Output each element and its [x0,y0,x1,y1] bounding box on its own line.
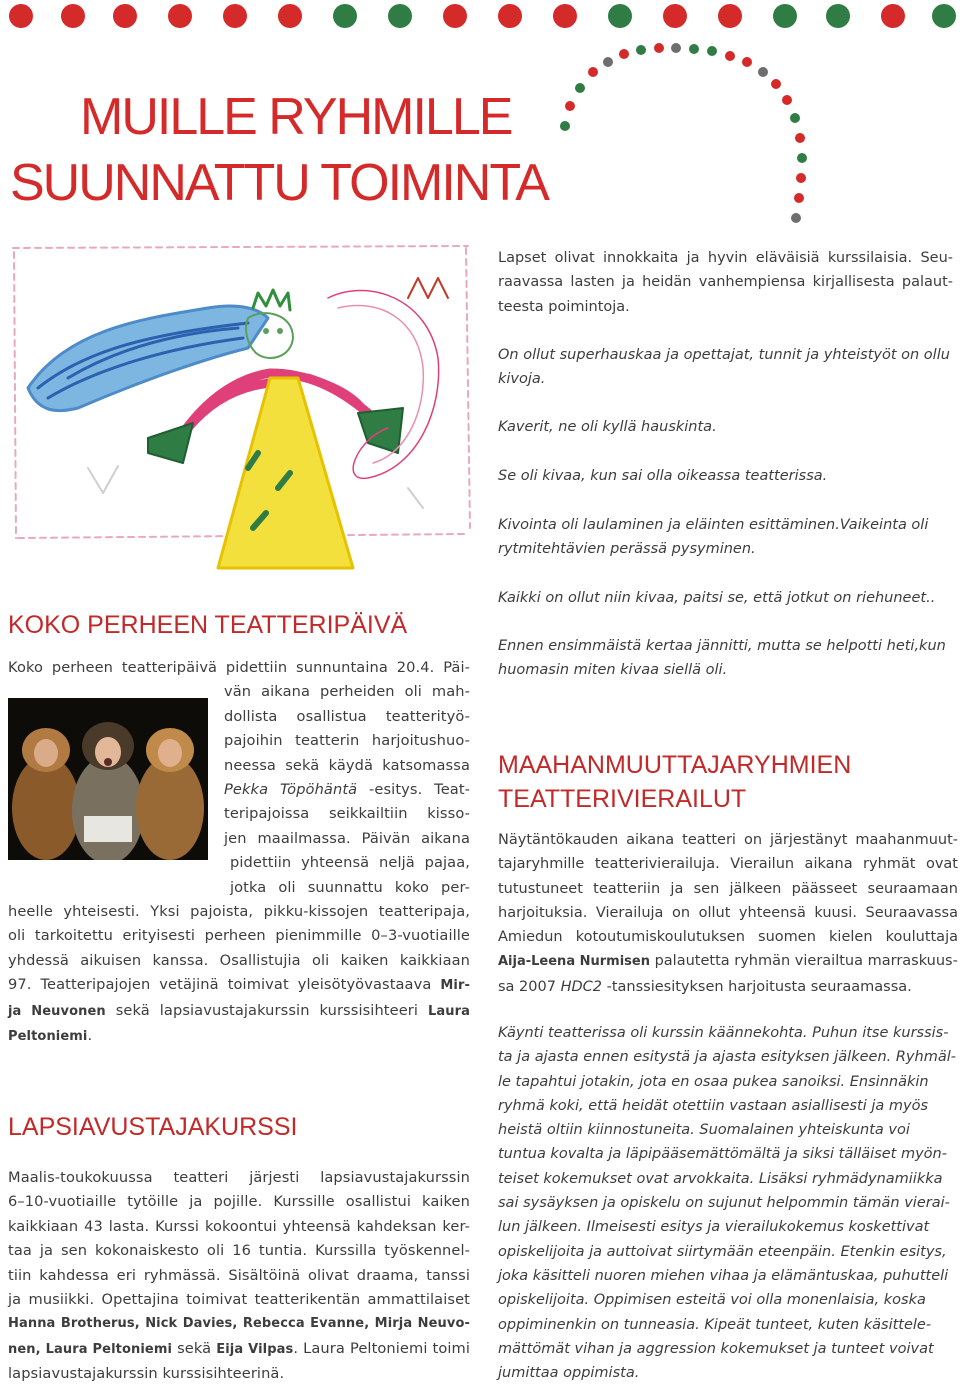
text-line: teesta poimintoja. [498,298,630,315]
text-line: 97. Teatteripajojen vetäjinä toimivat yleisötyövastaava Mir- [8,976,470,994]
page-title-line1: MUILLE RYHMILLE [80,88,512,146]
text-line: tutustuneet teatteriin ja sen jälkeen päässeet seuraamaan [498,880,958,897]
text-line: pidettiin yhteensä neljä pajaa, [230,854,470,872]
text-line: opiskelijoita ja auttoivat siirtymään eteenpäin. Etenkin esitys, [498,1243,947,1260]
text-line: sa 2007 HDC2 -tanssiesityksen harjoitusta seuraamassa. [498,978,912,995]
text-line: ryhmä koki, että heidät otettiin vastaan asiallisesti ja myös [498,1097,929,1114]
text-line: tiin kahdessa eri ryhmässä. Sisältöinä olivat draama, tanssi [8,1266,470,1284]
heading-line: TEATTERIVIERAILUT [498,785,747,813]
text-line: neessa sekä käydä katsomassa [224,756,470,774]
text-line: mättömät vihan ja aggression kokemukset ja tunteet voivat [498,1340,934,1357]
text-line: sai sysäyksen ja opiskelu on sujunut helpommin tämän vierai- [498,1195,950,1212]
quote-teatterissa: Se oli kivaa, kun sai olla oikeassa teatterissa. [498,468,828,484]
text-line: jumittaa oppimista. [498,1365,640,1382]
lapsiavustajakurssi-heading: LAPSIAVUSTAJAKURSSI [8,1113,298,1141]
person-name: Mir- [440,978,470,994]
text-line: Peltoniemi. [8,1027,93,1045]
top-dot-row [9,4,956,28]
person-name: Laura [428,1003,470,1019]
maahanmuuttaja-heading [498,748,953,816]
text-line: Aija-Leena Nurmisen palautetta ryhmän vierailtua marraskuus- [498,953,958,970]
text-line: Maalis-toukokuussa teatteri järjesti lapsiavustajakurssin [8,1169,470,1186]
text-line: dollista osallistua teatterityö- [224,707,470,725]
text-line: le tapahtui jotakin, jota en osaa pukea sanoiksi. Ensinnäkin [498,1073,929,1090]
text-line: Näytäntökauden aikana teatteri on järjestänyt maahanmuut- [498,832,958,848]
text-line: tajaryhmille teatterivierailuja. Vierailun aikana ryhmät ovat [498,856,958,873]
text-line: taa ja sen kokonaiskesto oli 16 tuntia. Kurssilla työskennel- [8,1242,470,1260]
quote-superhauskaa [498,343,958,392]
text-line: ja musiikki. Opettajina toimivat teatterikentän ammattilaiset [8,1291,470,1309]
wrapped-text-block [224,680,470,900]
text-line: jotka oli suunnattu koko per- [230,878,470,896]
person-name: Aija-Leena Nurmisen [498,954,650,970]
text-line: heistä oltiin kiinnostuneita. Suomalainen yhteiskunta voi [498,1122,910,1139]
text-line: nen, Laura Peltoniemi sekä Eija Vilpas. Laura Peltoniemi toimi [8,1339,471,1357]
text-line: Pekka Töpöhäntä -esitys. Teat- [224,781,471,799]
lapsiavustajakurssi-paragraph [8,1166,470,1387]
text-line: oli tarkoitettu erityisesti perheen pienimmille 0–3-vuotiaille [8,927,470,945]
text-line: pajoihin teatterin harjoitushuo- [224,732,470,750]
koko-perheen-paragraph [8,656,470,1050]
maahanmuuttaja-paragraph [498,828,958,999]
text-line: yhdessä aikuisen kanssa. Osallistujia oli kaiken kaikkiaan [8,951,470,969]
page-title [10,84,630,216]
koko-perheen-heading: KOKO PERHEEN TEATTERIPÄIVÄ [8,611,408,639]
person-name: ja Neuvonen [8,1003,106,1019]
text-line: Ennen ensimmäistä kertaa jännitti, mutta se helpotti heti,kun [498,638,946,654]
text-line: opiskelijoita. Oppimisen esteitä voi olla monenlaisia, koska [498,1292,926,1309]
child-drawing-illustration [8,238,480,573]
text-line: oppiminenkin on tunneasia. Kipeät tunteet, kuten käsittele- [498,1316,932,1333]
text-line: Käynti teatterissa oli kurssin käännekohta. Puhun itse kurssis- [498,1025,949,1041]
quote-riehuneet: Kaikki on ollut niin kivaa, paitsi se, että jotkut on riehuneet.. [498,590,936,606]
heading-line: MAAHANMUUTTAJARYHMIEN [498,751,852,779]
text-line: joka käsitteli nuoren miehen vihaa ja elämäntuskaa, puhutteli [498,1267,949,1284]
text-line: Koko perheen teatteripäivä pidettiin sunnuntaina 20.4. Päi- [8,659,470,676]
text-line: Amiedun kotoutumiskoulutuksen suomen kielen kouluttaja [498,929,958,946]
performance-title: HDC2 [560,978,602,995]
text-line: teiset kokemukset ovat arvokkaita. Lisäksi ryhmädynamiikka [498,1170,943,1187]
teacher-names: Hanna Brotherus, Nick Davies, Rebecca Evanne, Mirja Neuvo- [8,1316,470,1332]
play-title: Pekka Töpöhäntä [224,781,358,799]
quote-jannitti [498,634,953,683]
text-line: raavassa lasten ja heidän vanhempiensa kirjallisesta palaut- [498,274,953,291]
text-line: kivoja. [498,371,546,388]
text-line: On ollut superhauskaa ja opettajat, tunnit ja yhteistyöt on ollu [498,347,950,363]
intro-paragraph [498,246,953,319]
text-line: jen maailmassa. Päivän aikana [224,829,470,847]
text-line: Lapset olivat innokkaita ja hyvin eläväisiä kurssilaisia. Seu- [498,250,953,266]
text-line: ta ja ajasta ennen esitystä ja ajasta esityksen jälkeen. Ryhmäl- [498,1049,956,1066]
text-line: lun jälkeen. Ilmeisesti esitys ja vierailukokemus koskettivat [498,1219,930,1236]
quote-kaverit: Kaverit, ne oli kyllä hauskinta. [498,419,717,435]
text-line: harjoituksia. Vierailuja on ollut yhteensä kuusi. Seuraavassa [498,904,958,921]
person-name: nen, Laura Peltoniemi [8,1341,173,1357]
text-line: lapsiavustajakurssin kurssisihteerinä. [8,1365,285,1383]
quote-kivointa [498,513,953,562]
text-line: rytmitehtävien perässä pysyminen. [498,541,756,558]
maahanmuuttaja-feedback-quote [498,1021,958,1385]
text-line: huomasin miten kivaa siellä oli. [498,662,728,679]
person-name: Eija Vilpas [216,1341,294,1357]
text-line: Kivointa oli laulaminen ja eläinten esittäminen.Vaikeinta oli [498,517,929,533]
text-line: heelle yhteisesti. Yksi pajoista, pikku-kissojen teatteripaja, [8,903,470,921]
text-line: teripajoissa seikkailtiin kisso- [224,805,470,823]
page-title-line2: SUUNNATTU TOIMINTA [10,154,548,212]
text-line: ja Neuvonen sekä lapsiavustajakurssin kurssisihteeri Laura [8,1001,470,1019]
text-line: vän aikana perheiden oli mah- [224,683,470,701]
text-line: kaikkiaan 43 lasta. Kurssi kokoontui yhteensä kahdeksan ker- [8,1217,470,1235]
person-name: Peltoniemi [8,1029,88,1045]
text-line: 6–10-vuotiaille tytöille ja pojille. Kurssille osallistui kaiken [8,1193,470,1211]
text-line: tuntua kovalta ja läpipääsemättömältä ja siksi tälläiset myön- [498,1146,947,1163]
